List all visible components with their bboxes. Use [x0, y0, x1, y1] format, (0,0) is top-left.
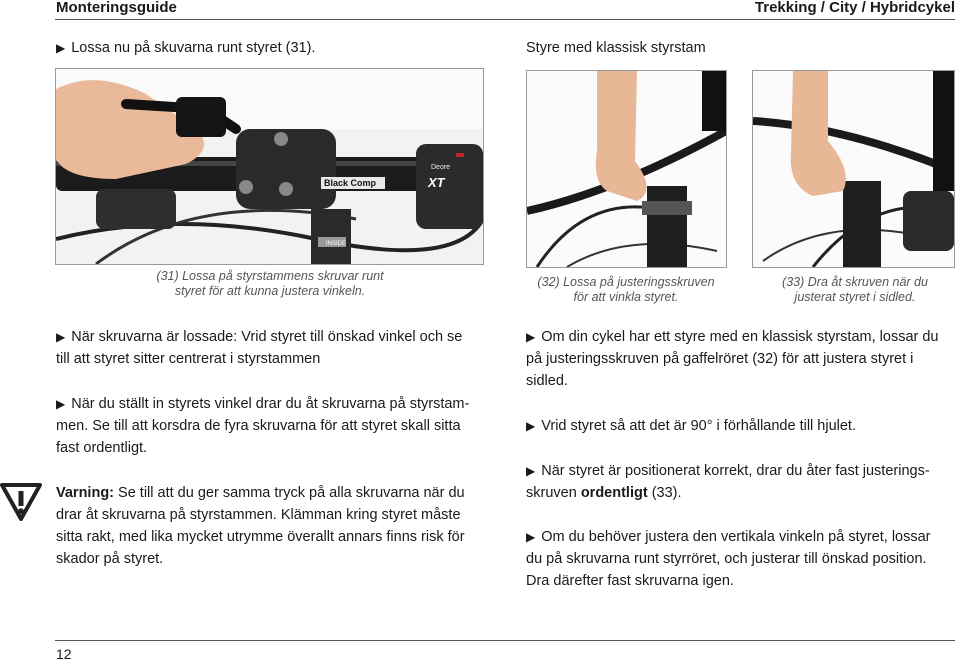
stem-label: INSIDE — [326, 241, 347, 247]
right-p1-line1: Om din cykel har ett styre med en klassisk styrstam, lossar du — [541, 329, 939, 345]
warning-label: Varning: — [56, 485, 115, 501]
right-paragraph-1 — [526, 326, 939, 392]
shifter-model-label: XT — [428, 175, 445, 190]
caption-32 — [527, 275, 725, 305]
bullet-icon: ▶ — [526, 419, 536, 433]
left-p2-line3: fast ordentligt. — [56, 440, 148, 456]
warning-line1: Se till att du ger samma tryck på alla skruvarna när du — [114, 485, 465, 501]
photo-tighten-screw — [752, 70, 955, 268]
bullet-icon: ▶ — [526, 464, 536, 478]
caption-33 — [760, 275, 950, 305]
caption-32-line2: för att vinkla styret. — [573, 290, 679, 304]
caption-33-line2: justerat styret i sidled. — [794, 290, 916, 304]
bullet-icon: ▶ — [56, 330, 66, 344]
caption-33-line1: (33) Dra åt skruven när du — [782, 275, 928, 289]
stem-brand-label: Black Comp — [324, 178, 377, 188]
photo-adjust-screw — [526, 70, 727, 268]
right-p4-line2: du på skruvarna runt styrröret, och justerar till önskad position. — [526, 551, 927, 567]
warning-paragraph — [56, 482, 465, 570]
right-p3-emphasis: ordentligt — [580, 485, 648, 501]
right-p3-line2-pre: skruven — [526, 485, 581, 501]
bullet-icon: ▶ — [526, 530, 536, 544]
right-paragraph-4 — [526, 526, 931, 592]
warning-icon — [0, 481, 42, 521]
warning-line2: drar åt skruvarna på styrstammen. Klämman kring styret måste — [56, 507, 461, 523]
bullet-icon: ▶ — [526, 330, 536, 344]
page-number: 12 — [56, 646, 72, 662]
header-category: Trekking / City / Hybridcykel — [754, 0, 955, 16]
caption-31-line1: (31) Lossa på styrstammens skruvar runt — [156, 269, 384, 283]
bullet-icon: ▶ — [56, 41, 66, 55]
photo-stem-bolts — [55, 68, 484, 265]
bullet-icon: ▶ — [56, 397, 66, 411]
left-paragraph-1 — [56, 326, 462, 370]
right-p4-line3: Dra därefter fast skruvarna igen. — [526, 573, 734, 589]
right-paragraph-2 — [526, 415, 856, 437]
right-paragraph-3 — [526, 460, 930, 504]
footer-rule — [55, 640, 955, 641]
left-p1-line1: När skruvarna är lossade: Vrid styret till önskad vinkel och se — [71, 329, 463, 345]
warning-line3: sitta rakt, med lika mycket utrymme överallt annars finns risk för — [56, 529, 465, 545]
left-p1-line2: till att styret sitter centrerat i styrstammen — [56, 351, 321, 367]
right-p1-line3: sidled. — [526, 373, 568, 389]
right-p2-text: Vrid styret så att det är 90° i förhållande till hjulet. — [541, 418, 856, 434]
right-p1-line2: på justeringsskruven på gaffelröret (32) för att justera styret i — [526, 351, 914, 367]
caption-31-line2: styret för att kunna justera vinkeln. — [174, 284, 366, 298]
header-title: Monteringsguide — [56, 0, 177, 16]
right-p4-line1: Om du behöver justera den vertikala vinkeln på styret, lossar — [541, 529, 931, 545]
intro-left-text: Lossa nu på skuvarna runt styret (31). — [71, 40, 316, 56]
caption-32-line1: (32) Lossa på justeringsskruven — [537, 275, 715, 289]
right-p3-line2-post: (33). — [647, 485, 682, 501]
left-p2-line1: När du ställt in styrets vinkel drar du åt skruvarna på styrstam- — [71, 396, 470, 412]
right-p3-line1: När styret är positionerat korrekt, drar du åter fast justerings- — [541, 463, 930, 479]
warning-line4: skador på styret. — [56, 551, 164, 567]
intro-right: Styre med klassisk styrstam — [526, 40, 706, 56]
left-paragraph-2 — [56, 393, 469, 459]
intro-left — [56, 37, 315, 59]
left-p2-line2: men. Se till att korsdra de fyra skruvarna för att styret skall sitta — [56, 418, 461, 434]
shifter-brand-label: Deore — [431, 164, 451, 171]
caption-31 — [120, 269, 420, 299]
header-rule — [55, 19, 955, 20]
